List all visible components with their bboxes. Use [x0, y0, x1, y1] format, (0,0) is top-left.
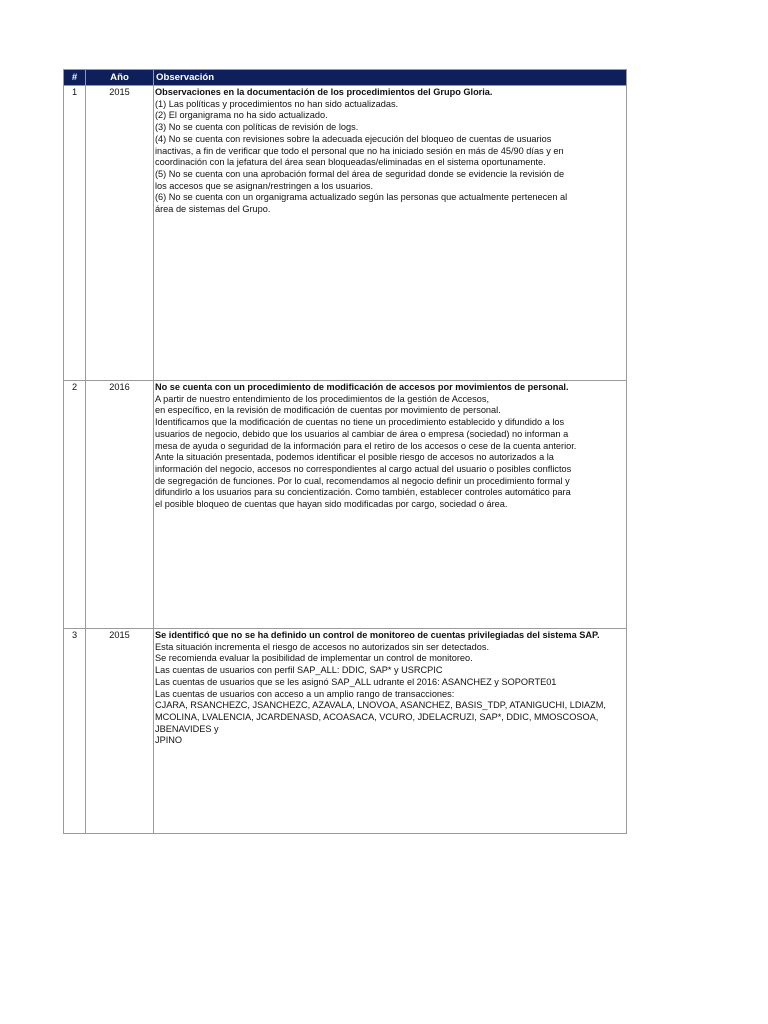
observation-line: el posible bloqueo de cuentas que hayan sido modificadas por cargo, sociedad o área. [155, 499, 508, 510]
observation-line: JPINO [155, 735, 183, 746]
observation-line: usuarios de negocio, debido que los usuarios al cambiar de área o empresa (sociedad) no informan a [155, 428, 569, 439]
row-year: 2016 [86, 381, 154, 629]
header-number: # [64, 70, 86, 86]
observation-line: los accesos que se asignan/restringen a los usuarios. [155, 180, 374, 191]
row-number: 3 [64, 629, 86, 834]
observation-line: información del negocio, accesos no correspondientes al cargo actual del usuario o posibles conflictos [155, 463, 572, 474]
row-year: 2015 [86, 86, 154, 381]
observation-line: área de sistemas del Grupo. [155, 204, 271, 215]
observation-line: CJARA, RSANCHEZC, JSANCHEZC, AZAVALA, LNOVOA, ASANCHEZ, BASIS_TDP, ATANIGUCHI, LDIAZM, [155, 700, 606, 711]
observation-line: difundirlo a los usuarios para su concientización. Como también, establecer controles automático para [155, 487, 571, 498]
observation-line: (2) El organigrama no ha sido actualizado. [155, 110, 328, 121]
header-observation: Observación [154, 70, 627, 86]
observation-line: (6) No se cuenta con un organigrama actualizado según las personas que actualmente pertenecen al [155, 192, 568, 203]
row-number: 1 [64, 86, 86, 381]
observation-line: Las cuentas de usuarios con acceso a un amplio rango de transacciones: [155, 688, 455, 699]
table-row [64, 629, 627, 834]
observation-line: mesa de ayuda o seguridad de la información para el retiro de los accesos o cese de la cuenta anterior. [155, 440, 577, 451]
table-row [64, 86, 627, 381]
observation-line: (5) No se cuenta con una aprobación formal del área de seguridad donde se evidencie la revisión de [155, 168, 565, 179]
observation-line: (4) No se cuenta con revisiones sobre la adecuada ejecución del bloqueo de cuentas de usuarios [155, 133, 552, 144]
observation-line: MCOLINA, LVALENCIA, JCARDENASD, ACOASACA, VCURO, JDELACRUZI, SAP*, DDIC, MMOSCOSOA, [155, 711, 599, 722]
observation-line: (3) No se cuenta con políticas de revisión de logs. [155, 122, 359, 133]
observation-line: coordinación con la jefatura del área sean bloqueadas/eliminadas en el sistema oportunamente. [155, 157, 546, 168]
observation-line: Las cuentas de usuarios que se les asignó SAP_ALL udrante el 2016: ASANCHEZ y SOPORTE01 [155, 676, 557, 687]
observation-line: Identificamos que la modificación de cuentas no tiene un procedimiento establecido y difundido a los [155, 417, 565, 428]
observation-line: (1) Las políticas y procedimientos no han sido actualizadas. [155, 98, 399, 109]
row-observation [154, 381, 627, 629]
observation-line: Las cuentas de usuarios con perfil SAP_ALL: DDIC, SAP* y USRCPIC [155, 665, 443, 676]
observation-line: Esta situación incrementa el riesgo de accesos no autorizados sin ser detectados. [155, 641, 489, 652]
observation-line: Se recomienda evaluar la posibilidad de implementar un control de monitoreo. [155, 653, 473, 664]
row-observation [154, 86, 627, 381]
observations-table [63, 69, 627, 834]
observation-line: Ante la situación presentada, podemos identificar el posible riesgo de accesos no autorizados a la [155, 452, 554, 463]
observation-line: en específico, en la revisión de modificación de cuentas por movimiento de personal. [155, 405, 501, 416]
row-year: 2015 [86, 629, 154, 834]
observation-line: A partir de nuestro entendimiento de los procedimientos de la gestión de Accesos, [155, 393, 490, 404]
observation-title: Se identificó que no se ha definido un control de monitoreo de cuentas privilegiadas del sistema SAP. [155, 630, 600, 640]
observation-title: No se cuenta con un procedimiento de modificación de accesos por movimientos de personal. [155, 382, 569, 392]
observation-line: de segregación de funciones. Por lo cual, recomendamos al negocio definir un procedimiento formal y [155, 475, 570, 486]
header-year: Año [86, 70, 154, 86]
row-observation [154, 629, 627, 834]
observation-line: JBENAVIDES y [155, 723, 219, 734]
observation-title: Observaciones en la documentación de los procedimientos del Grupo Gloria. [155, 87, 493, 97]
table-row [64, 381, 627, 629]
observation-line: inactivas, a fin de verificar que todo el personal que no ha iniciado sesión en más de 45/90 días y en [155, 145, 564, 156]
row-number: 2 [64, 381, 86, 629]
header-row [64, 70, 627, 86]
